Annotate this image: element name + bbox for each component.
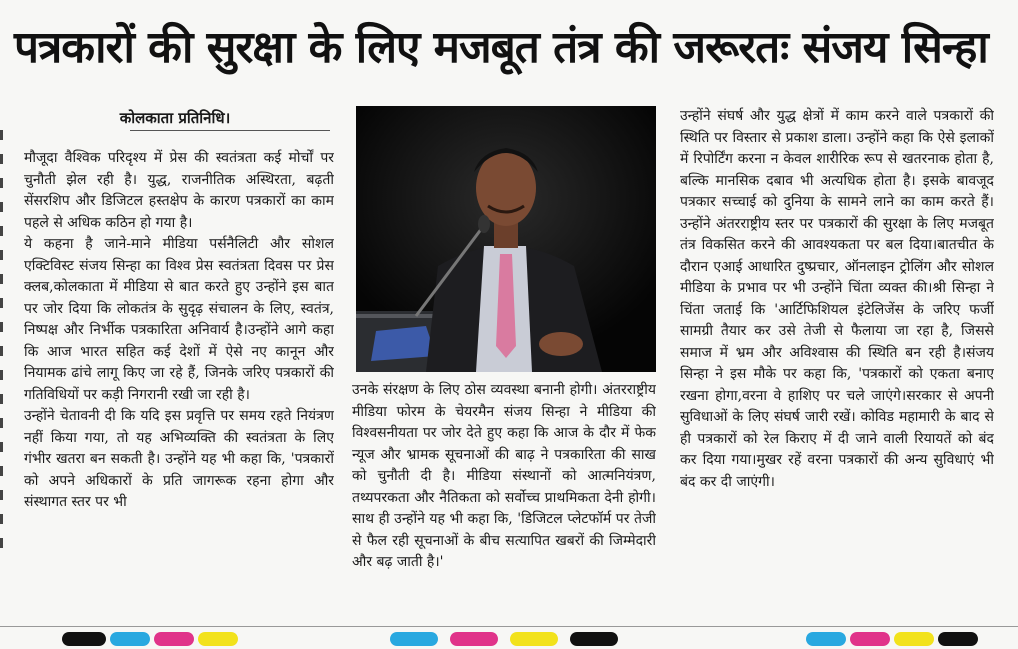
paragraph: उन्होंने चेतावनी दी कि यदि इस प्रवृत्ति पर समय रहते नियंत्रण नहीं किया गया, तो यह अभिव्यक्ति की स्वतंत्रता के लिए गंभीर खतरा बन सकती है। उन्होंने यह भी कहा कि, 'पत्रकारों को अपने अधिकारों के प्रति जागरूक रहना होगा और संस्थागत स्तर पर भी [24, 408, 334, 510]
speaker-photo [356, 106, 656, 372]
byline-rule [130, 130, 330, 131]
paragraph: मौजूदा वैश्विक परिदृश्य में प्रेस की स्वतंत्रता कई मोर्चों पर चुनौती झेल रही है। युद्ध, राजनीतिक अस्थिरता, बढ़ती सेंसरशिप और डिजिटल हस्तक्षेप के कारण पत्रकारों का काम पहले से अधिक कठिन हो गया है। [24, 150, 334, 231]
registration-mark [390, 632, 438, 646]
registration-mark [938, 632, 978, 646]
registration-mark [154, 632, 194, 646]
registration-mark [62, 632, 106, 646]
paragraph: उनके संरक्षण के लिए ठोस व्यवस्था बनानी होगी। अंतरराष्ट्रीय मीडिया फोरम के चेयरमैन संजय सिन्हा ने मीडिया की विश्वसनीयता पर जोर देते हुए कहा कि आज के दौर में फेक न्यूज और भ्रामक सूचनाओं की बाढ़ ने पत्रकारिता की साख को चुनौती दी है। मीडिया संस्थानों को आत्मनियंत्रण, तथ्यपरकता और नैतिकता को सर्वोच्च प्राथमिकता देनी होगी। साथ ही उन्होंने यह भी कहा कि, 'डिजिटल प्लेटफॉर्म पर तेजी से फैल रही सूचनाओं के बीच सत्यापित खबरों की जिम्मेदारी और बढ़ जाती है।' [352, 382, 656, 570]
article-column-right [680, 106, 994, 616]
registration-mark [570, 632, 618, 646]
cropped-column-edge [0, 130, 8, 562]
registration-mark [110, 632, 150, 646]
registration-mark [806, 632, 846, 646]
paragraph: उन्होंने संघर्ष और युद्ध क्षेत्रों में काम करने वाले पत्रकारों की स्थिति पर विस्तार से प्रकाश डाला। उन्होंने कहा कि ऐसे इलाकों में रिपोर्टिंग करना न केवल शारीरिक रूप से खतरनाक होता है, बल्कि मानसिक दबाव भी अत्यधिक होता है। इसके बावजूद पत्रकार सच्चाई को दुनिया के सामने लाने का काम करते हैं। उन्होंने अंतरराष्ट्रीय स्तर पर पत्रकारों की सुरक्षा के लिए मजबूत तंत्र विकसित करने की आवश्यकता पर बल दिया।बातचीत के दौरान एआई आधारित दुष्प्रचार, ऑनलाइन ट्रोलिंग और सोशल मीडिया के प्रभाव पर भी उन्होंने चिंता व्यक्त की।श्री सिन्हा ने चिंता जताई कि 'आर्टिफिशियल इंटेलिजेंस के जरिए फर्जी सामग्री तैयार कर उसे तेजी से फैलाया जा रहा है, जिससे समाज में भ्रम और अविश्वास की स्थिति बन रही है।संजय सिन्हा ने इस मौके पर कहा कि, 'पत्रकारों को एकता बनाए रखना होगा,वरना वे हाशिए पर चले जाएंगे।सरकार से अपनी सुविधाओं के लिए संघर्ष जारी रखें। कोविड महामारी के बाद से ही पत्रकारों को रेल किराए में दी जाने वाली रियायतें को बंद कर दिया गया।मुखर रहें वरना पत्रकारों की अन्य सुविधाएं भी बंद कर दी जाएंगी। [680, 108, 994, 490]
article-column-middle [352, 380, 656, 616]
registration-mark [198, 632, 238, 646]
byline: कोलकाता प्रतिनिधि। [119, 109, 231, 127]
headline: पत्रकारों की सुरक्षा के लिए मजबूत तंत्र की जरूरतः संजय सिन्हा [14, 22, 988, 73]
footer-rule [0, 626, 1018, 627]
paragraph: ये कहना है जाने-माने मीडिया पर्सनैलिटी और सोशल एक्टिविस्ट संजय सिन्हा का विश्व प्रेस स्वतंत्रता दिवस पर प्रेस क्लब,कोलकाता में मीडिया से बात करते हुए उन्होंने इस बात पर जोर दिया कि लोकतंत्र के सुदृढ़ संचालन के लिए, स्वतंत्र, निष्पक्ष और निर्भीक पत्रकारिता अनिवार्य है।उन्होंने आगे कहा कि आज भारत सहित कई देशों में ऐसे नए कानून और नियामक ढांचे लागू किए जा रहे हैं, जिनके जरिए पत्रकारों की गतिविधियों पर कड़ी निगरानी रखी जा रही है। [24, 236, 334, 403]
article-column-left [24, 148, 334, 616]
speaker-at-podium-photo [356, 106, 656, 372]
registration-mark [450, 632, 498, 646]
registration-mark [894, 632, 934, 646]
registration-mark [510, 632, 558, 646]
registration-mark [850, 632, 890, 646]
